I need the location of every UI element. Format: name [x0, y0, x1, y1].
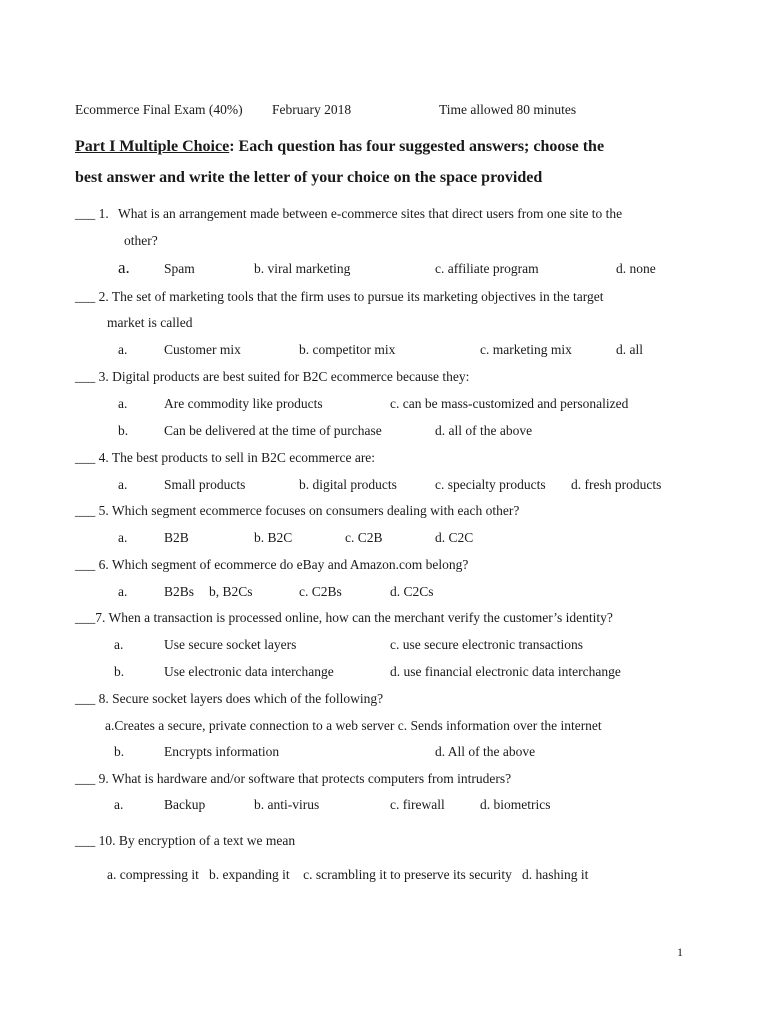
q3-option-b-label: b.: [118, 423, 129, 438]
question-6-text: ___ 6. Which segment of ecommerce do eBay and Amazon.com belong?: [75, 557, 469, 572]
q3-option-c: c. can be mass-customized and personalized: [390, 396, 629, 411]
q5-option-c: c. C2B: [345, 530, 383, 545]
page-number: 1: [677, 945, 683, 959]
q7-option-c: c. use secure electronic transactions: [390, 637, 584, 652]
q2-option-b: b. competitor mix: [299, 342, 396, 357]
q1-option-c: c. affiliate program: [435, 261, 539, 276]
q6-option-a-label: a.: [118, 584, 128, 599]
q4-option-a-label: a.: [118, 477, 128, 492]
q1-option-d: d. none: [616, 261, 656, 276]
q2-option-a-label: a.: [118, 342, 128, 357]
q7-option-b-label: b.: [114, 664, 125, 679]
question-2-text: ___ 2. The set of marketing tools that the firm uses to pursue its marketing objectives in the target: [75, 289, 604, 304]
q3-option-a-label: a.: [118, 396, 128, 411]
exam-time-allowed: Time allowed 80 minutes: [439, 102, 577, 117]
q4-option-b: b. digital products: [299, 477, 397, 492]
q3-option-a: Are commodity like products: [164, 396, 323, 411]
part-heading: [75, 137, 604, 157]
q5-option-d: d. C2C: [435, 530, 474, 545]
q8-option-d: d. All of the above: [435, 744, 536, 759]
exam-date: February 2018: [272, 102, 352, 117]
question-4-text: ___ 4. The best products to sell in B2C ecommerce are:: [75, 450, 376, 465]
q9-option-d: d. biometrics: [480, 797, 551, 812]
q1-option-b: b. viral marketing: [254, 261, 351, 276]
question-1-text: What is an arrangement made between e-commerce sites that direct users from one site to the: [118, 206, 623, 221]
q1-option-a: Spam: [164, 261, 195, 276]
question-10-text: ___ 10. By encryption of a text we mean: [75, 833, 296, 848]
question-7-text: ___7. When a transaction is processed online, how can the merchant verify the customer’s identity?: [75, 610, 613, 625]
q7-option-a: Use secure socket layers: [164, 637, 297, 652]
part-heading-instructions: : Each question has four suggested answers; choose the: [229, 138, 605, 155]
q2-option-c: c. marketing mix: [480, 342, 572, 357]
q9-option-a: Backup: [164, 797, 206, 812]
q6-option-c: c. C2Bs: [299, 584, 342, 599]
question-1-text-cont: other?: [124, 233, 158, 248]
q6-option-d: d. C2Cs: [390, 584, 434, 599]
question-5-text: ___ 5. Which segment ecommerce focuses on consumers dealing with each other?: [75, 503, 520, 518]
q7-option-d: d. use financial electronic data interchange: [390, 664, 621, 679]
q7-option-a-label: a.: [114, 637, 124, 652]
question-2-text-cont: market is called: [107, 315, 193, 330]
q6-option-a: B2Bs: [164, 584, 195, 599]
q4-option-c: c. specialty products: [435, 477, 546, 492]
part-heading-title: Part I Multiple Choice: [75, 138, 230, 155]
q3-option-d: d. all of the above: [435, 423, 533, 438]
q2-option-a: Customer mix: [164, 342, 241, 357]
question-3-text: ___ 3. Digital products are best suited for B2C ecommerce because they:: [75, 369, 470, 384]
q3-option-b: Can be delivered at the time of purchase: [164, 423, 382, 438]
q5-option-a: B2B: [164, 530, 189, 545]
question-8-text: ___ 8. Secure socket layers does which of the following?: [75, 691, 384, 706]
q9-option-c: c. firewall: [390, 797, 445, 812]
q5-option-a-label: a.: [118, 530, 128, 545]
question-1-number: ___ 1.: [75, 206, 109, 221]
q2-option-d: d. all: [616, 342, 643, 357]
q7-option-b: Use electronic data interchange: [164, 664, 334, 679]
q1-option-a-label: a.: [118, 258, 130, 277]
q8-option-b: Encrypts information: [164, 744, 280, 759]
q9-option-a-label: a.: [114, 797, 124, 812]
q10-options: a. compressing it b. expanding it c. scrambling it to preserve its security d. hashing it: [107, 867, 589, 882]
q4-option-d: d. fresh products: [571, 477, 662, 492]
q6-option-b: b, B2Cs: [209, 584, 253, 599]
q8-option-b-label: b.: [114, 744, 125, 759]
part-heading-line2: best answer and write the letter of your choice on the space provided: [75, 169, 543, 186]
q9-option-b: b. anti-virus: [254, 797, 320, 812]
q5-option-b: b. B2C: [254, 530, 293, 545]
q4-option-a: Small products: [164, 477, 246, 492]
q8-option-a-c: a.Creates a secure, private connection to a web server c. Sends information over the internet: [105, 718, 602, 733]
question-9-text: ___ 9. What is hardware and/or software that protects computers from intruders?: [75, 771, 512, 786]
exam-title: Ecommerce Final Exam (40%): [75, 102, 243, 117]
